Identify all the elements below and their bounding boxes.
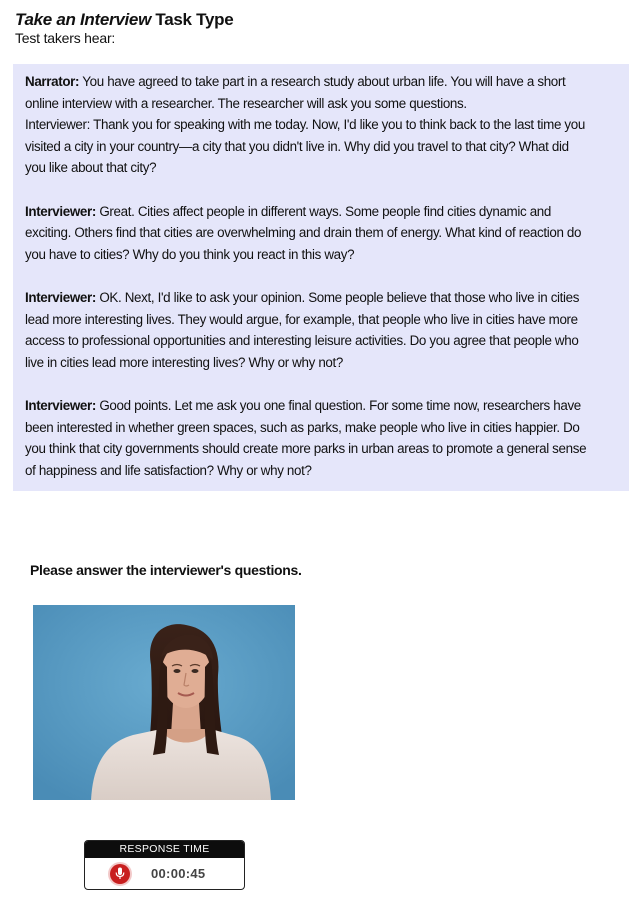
- transcript-line: lead more interesting lives. They would argue, for example, that people who live in cities have more: [25, 311, 578, 327]
- transcript-question-4: [25, 395, 617, 481]
- page-subtitle: Test takers hear:: [15, 30, 116, 46]
- transcript-question-2: [25, 201, 617, 266]
- interviewer-video[interactable]: [33, 605, 295, 800]
- speaker-label: Narrator:: [25, 74, 80, 89]
- transcript-line: online interview with a researcher. The researcher will ask you some questions.: [25, 95, 467, 111]
- transcript-line: been interested in whether green spaces, such as parks, make people who live in cities happier. Do: [25, 419, 580, 435]
- page-header: [15, 9, 615, 47]
- transcript-line: Interviewer: Great. Cities affect people in different ways. Some people find cities dynamic and: [25, 203, 551, 219]
- transcript-line: of happiness and life satisfaction? Why or why not?: [25, 462, 312, 478]
- transcript-line: Interviewer: Thank you for speaking with me today. Now, I'd like you to think back to the last time you: [25, 117, 585, 133]
- transcript-line: you like about that city?: [25, 160, 157, 176]
- speaker-label: Interviewer:: [25, 397, 96, 413]
- transcript-line: Interviewer: OK. Next, I'd like to ask your opinion. Some people believe that those who live in cities: [25, 289, 580, 305]
- response-timer: [84, 840, 245, 890]
- transcript-line: Narrator: You have agreed to take part in a research study about urban life. You will have a short: [25, 74, 566, 89]
- response-time-value: 00:00:45: [151, 866, 206, 881]
- transcript-panel: [13, 64, 629, 491]
- transcript-line: access to professional opportunities and interesting leisure activities. Do you agree that people who: [25, 333, 579, 349]
- transcript-line: you think that city governments should create more parks in urban areas to promote a general sense: [25, 441, 587, 457]
- microphone-icon: [110, 864, 130, 884]
- transcript-line: live in cities lead more interesting lives? Why or why not?: [25, 354, 343, 370]
- transcript-line: visited a city in your country—a city that you didn't live in. Why did you travel to that city? What did: [25, 138, 569, 154]
- title-task-type: Task Type: [151, 10, 234, 29]
- transcript-narrator: [25, 71, 617, 179]
- transcript-line: Interviewer: Good points. Let me ask you one final question. For some time now, researchers have: [25, 397, 581, 413]
- transcript-line: you have to cities? Why do you think you react in this way?: [25, 246, 355, 262]
- transcript-line: exciting. Others find that cities are overwhelming and drain them of energy. What kind of reaction do: [25, 225, 582, 241]
- answer-prompt: Please answer the interviewer's questions.: [30, 562, 302, 578]
- title-task-name: Take an Interview: [15, 10, 151, 29]
- response-time-label: RESPONSE TIME: [85, 841, 244, 858]
- speaker-label: Interviewer:: [25, 289, 96, 305]
- interviewer-figure: [33, 605, 295, 800]
- transcript-question-3: [25, 287, 617, 373]
- response-timer-body: [85, 858, 244, 889]
- speaker-label: Interviewer:: [25, 203, 96, 219]
- page-title: [15, 9, 615, 30]
